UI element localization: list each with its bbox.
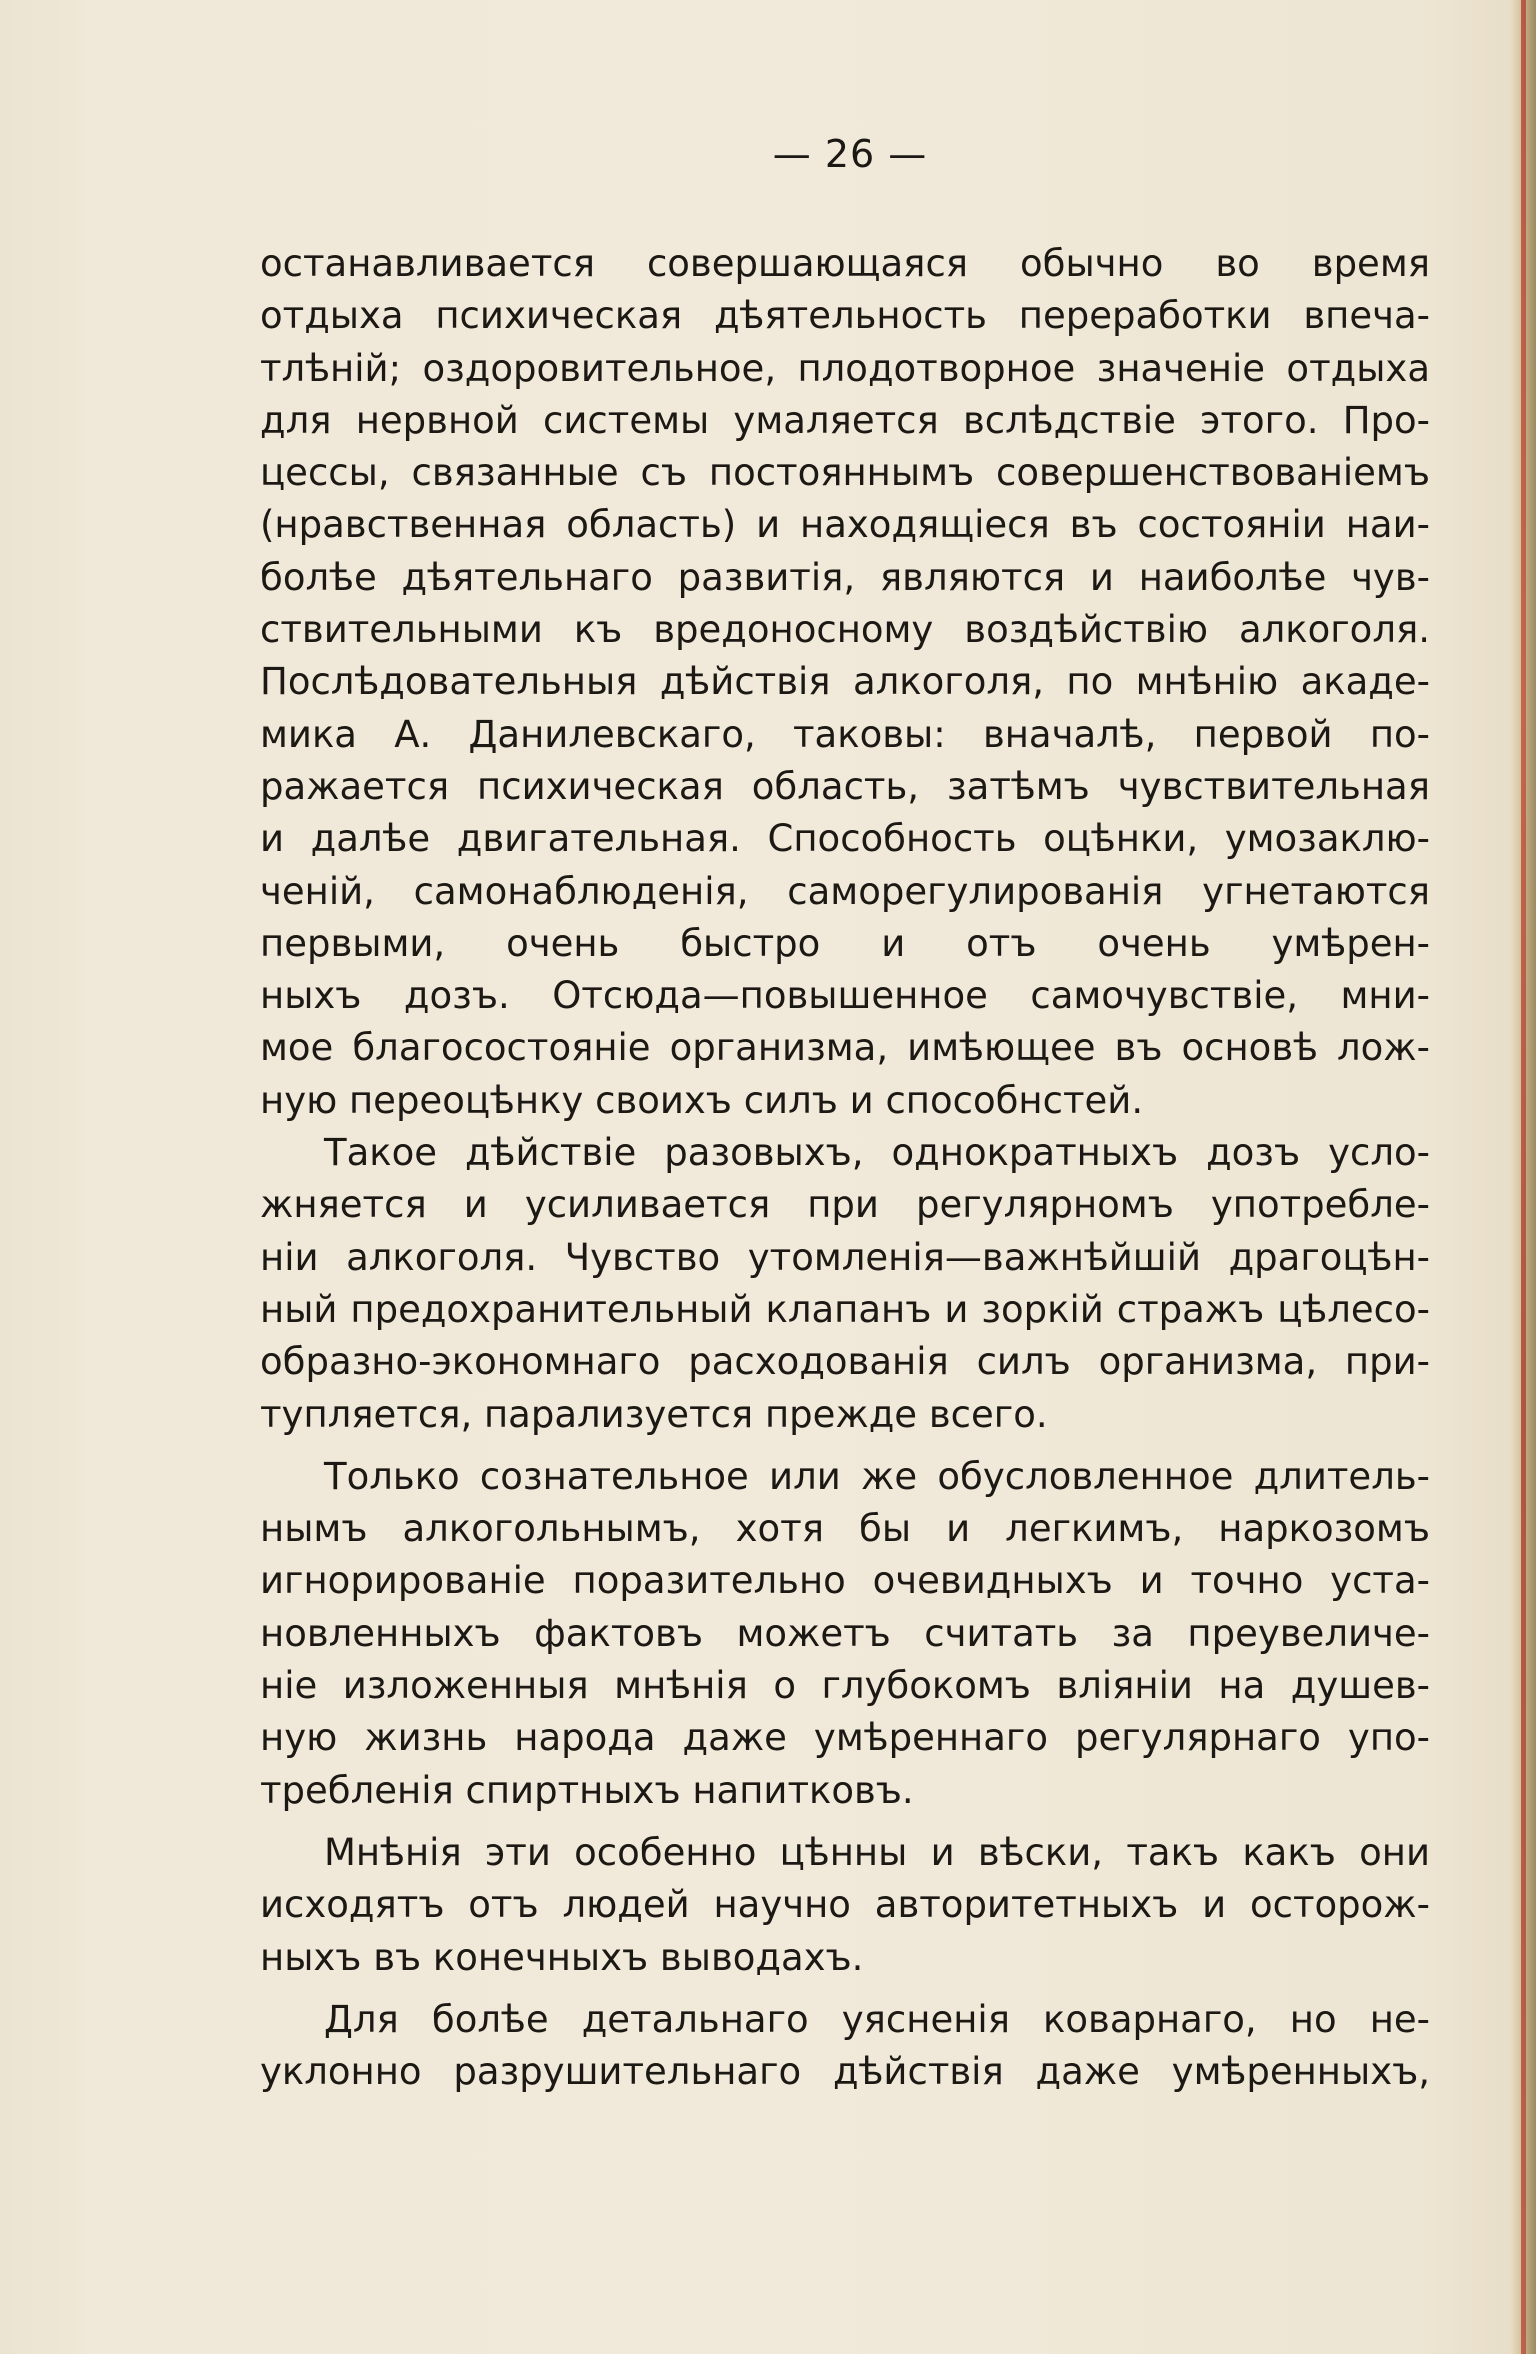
text-line: ченій, самонаблюденія, саморегулированія угнетаются xyxy=(260,869,1430,913)
text-line: нымъ алкогольнымъ, хотя бы и легкимъ, наркозомъ xyxy=(260,1507,1430,1551)
text-line: первыми, очень быстро и отъ очень умѣрен- xyxy=(260,921,1430,965)
text-line: тлѣній; оздоровительное, плодотворное значеніе отдыха xyxy=(260,346,1430,390)
paragraph xyxy=(260,238,1430,1127)
text-line: новленныхъ фактовъ можетъ считать за преувеличе- xyxy=(260,1611,1430,1655)
text-line: Только сознательное или же обусловленное длитель- xyxy=(324,1454,1430,1498)
text-line: отдыха психическая дѣятельность переработки впеча- xyxy=(260,294,1430,338)
text-line: ную переоцѣнку своихъ силъ и способнстей. xyxy=(260,1078,1144,1122)
text-line: и далѣе двигательная. Способность оцѣнки, умозаклю- xyxy=(260,817,1430,861)
page-number: — 26 — xyxy=(772,132,928,176)
paragraph xyxy=(260,1451,1430,1817)
text-line: ніи алкоголя. Чувство утомленія—важнѣйшій драгоцѣн- xyxy=(260,1235,1430,1279)
text-line: ніе изложенныя мнѣнія о глубокомъ вліяніи на душев- xyxy=(260,1664,1430,1708)
text-line: ныхъ дозъ. Отсюда—повышенное самочувствіе, мни- xyxy=(260,974,1430,1018)
text-line: (нравственная область) и находящіеся въ состояніи наи- xyxy=(260,503,1430,547)
text-line: Для болѣе детальнаго уясненія коварнаго, но не- xyxy=(324,1997,1430,2041)
text-line: мое благосостояніе организма, имѣющее въ основѣ лож- xyxy=(260,1026,1430,1070)
paragraph xyxy=(260,1827,1430,1984)
paragraph xyxy=(260,1127,1430,1441)
paragraph xyxy=(260,1994,1430,2099)
text-line: болѣе дѣятельнаго развитія, являются и наиболѣе чув- xyxy=(260,555,1430,599)
text-line: тупляется, парализуется прежде всего. xyxy=(260,1392,1048,1436)
text-line: ныхъ въ конечныхъ выводахъ. xyxy=(260,1935,864,1979)
text-line: мика А. Данилевскаго, таковы: вначалѣ, первой по- xyxy=(260,712,1430,756)
text-line: жняется и усиливается при регулярномъ употребле- xyxy=(260,1183,1430,1227)
text-line: для нервной системы умаляется вслѣдствіе этого. Про- xyxy=(260,398,1430,442)
text-line: Послѣдовательныя дѣйствія алкоголя, по мнѣнію акаде- xyxy=(260,660,1430,704)
text-line: уклонно разрушительнаго дѣйствія даже умѣренныхъ, xyxy=(260,2050,1430,2094)
text-line: ствительными къ вредоносному воздѣйствію алкоголя. xyxy=(260,608,1430,652)
page-edge-red-stripe xyxy=(1521,0,1526,2354)
text-line: ражается психическая область, затѣмъ чувствительная xyxy=(260,764,1430,808)
text-line: исходятъ отъ людей научно авторитетныхъ и осторож- xyxy=(260,1883,1430,1927)
text-line: Мнѣнія эти особенно цѣнны и вѣски, такъ какъ они xyxy=(324,1830,1430,1874)
text-line: игнорированіе поразительно очевидныхъ и точно уста- xyxy=(260,1559,1430,1603)
body-text xyxy=(260,238,1430,2098)
text-line: требленія спиртныхъ напитковъ. xyxy=(260,1768,914,1812)
text-line: останавливается совершающаяся обычно во время xyxy=(260,242,1430,285)
text-line: образно-экономнаго расходованія силъ организма, при- xyxy=(260,1340,1430,1384)
text-line: ную жизнь народа даже умѣреннаго регулярнаго упо- xyxy=(260,1716,1430,1760)
text-line: цессы, связанные съ постояннымъ совершенствованіемъ xyxy=(260,451,1430,495)
text-line: Такое дѣйствіе разовыхъ, однократныхъ дозъ усло- xyxy=(324,1131,1430,1175)
text-line: ный предохранительный клапанъ и зоркій стражъ цѣлесо- xyxy=(260,1287,1430,1331)
